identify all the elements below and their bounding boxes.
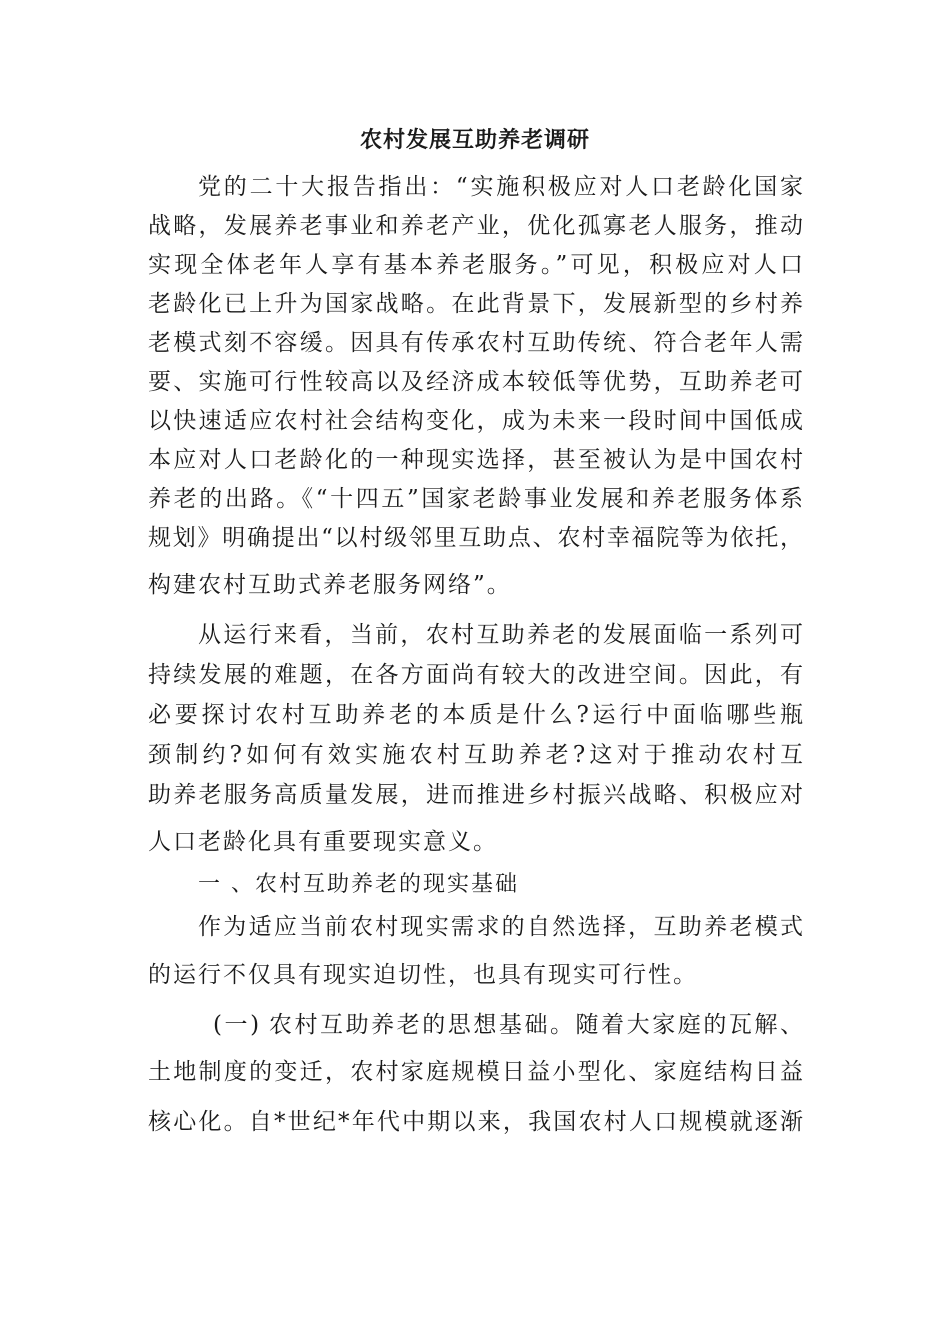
paragraph-1-line-8: 本应对人口老龄化的一种现实选择，甚至被认为是中国农村 xyxy=(148,447,803,473)
paragraph-3-line-1: 作为适应当前农村现实需求的自然选择，互助养老模式 xyxy=(198,914,803,940)
paragraph-2-line-4: 颈制约?如何有效实施农村互助养老?这对于推动农村互 xyxy=(148,742,803,768)
paragraph-4-line-1: (一) 农村互助养老的思想基础。随着大家庭的瓦解、 xyxy=(213,1012,803,1038)
paragraph-1-line-2: 战略，发展养老事业和养老产业，优化孤寡老人服务，推动 xyxy=(148,213,803,239)
paragraph-2-line-2: 持续发展的难题，在各方面尚有较大的改进空间。因此，有 xyxy=(148,662,803,688)
paragraph-1-line-4: 老龄化已上升为国家战略。在此背景下，发展新型的乡村养 xyxy=(148,291,803,317)
paragraph-1-line-3: 实现全体老年人享有基本养老服务。”可见，积极应对人口 xyxy=(148,252,803,278)
paragraph-2-line-5: 助养老服务高质量发展，进而推进乡村振兴战略、积极应对 xyxy=(148,782,803,808)
paragraph-4-line-2: 土地制度的变迁，农村家庭规模日益小型化、家庭结构日益 xyxy=(148,1059,803,1085)
document-title: 农村发展互助养老调研 xyxy=(359,127,590,153)
paragraph-1-line-10: 规划》明确提出“以村级邻里互助点、农村幸福院等为依托， xyxy=(148,525,803,551)
paragraph-2-line-1: 从运行来看，当前，农村互助养老的发展面临一系列可 xyxy=(198,622,803,648)
section-1-heading: 一 、农村互助养老的现实基础 xyxy=(198,872,519,897)
paragraph-2-line-6: 人口老龄化具有重要现实意义。 xyxy=(148,829,498,855)
paragraph-1-line-11: 构建农村互助式养老服务网络”。 xyxy=(148,572,512,598)
paragraph-3-line-2: 的运行不仅具有现实迫切性，也具有现实可行性。 xyxy=(148,962,698,988)
paragraph-1-line-7: 以快速适应农村社会结构变化，成为未来一段时间中国低成 xyxy=(148,408,803,434)
paragraph-1-line-9: 养老的出路。《“十四五”国家老龄事业发展和养老服务体系 xyxy=(148,486,803,512)
paragraph-2-line-3: 必要探讨农村互助养老的本质是什么?运行中面临哪些瓶 xyxy=(148,702,803,728)
paragraph-1-line-1: 党的二十大报告指出：“实施积极应对人口老龄化国家 xyxy=(198,174,803,200)
paragraph-4-line-3: 核心化。自*世纪*年代中期以来，我国农村人口规模就逐渐 xyxy=(148,1109,803,1135)
paragraph-1-line-5: 老模式刻不容缓。因具有传承农村互助传统、符合老年人需 xyxy=(148,330,803,356)
paragraph-1-line-6: 要、实施可行性较高以及经济成本较低等优势，互助养老可 xyxy=(148,369,803,395)
